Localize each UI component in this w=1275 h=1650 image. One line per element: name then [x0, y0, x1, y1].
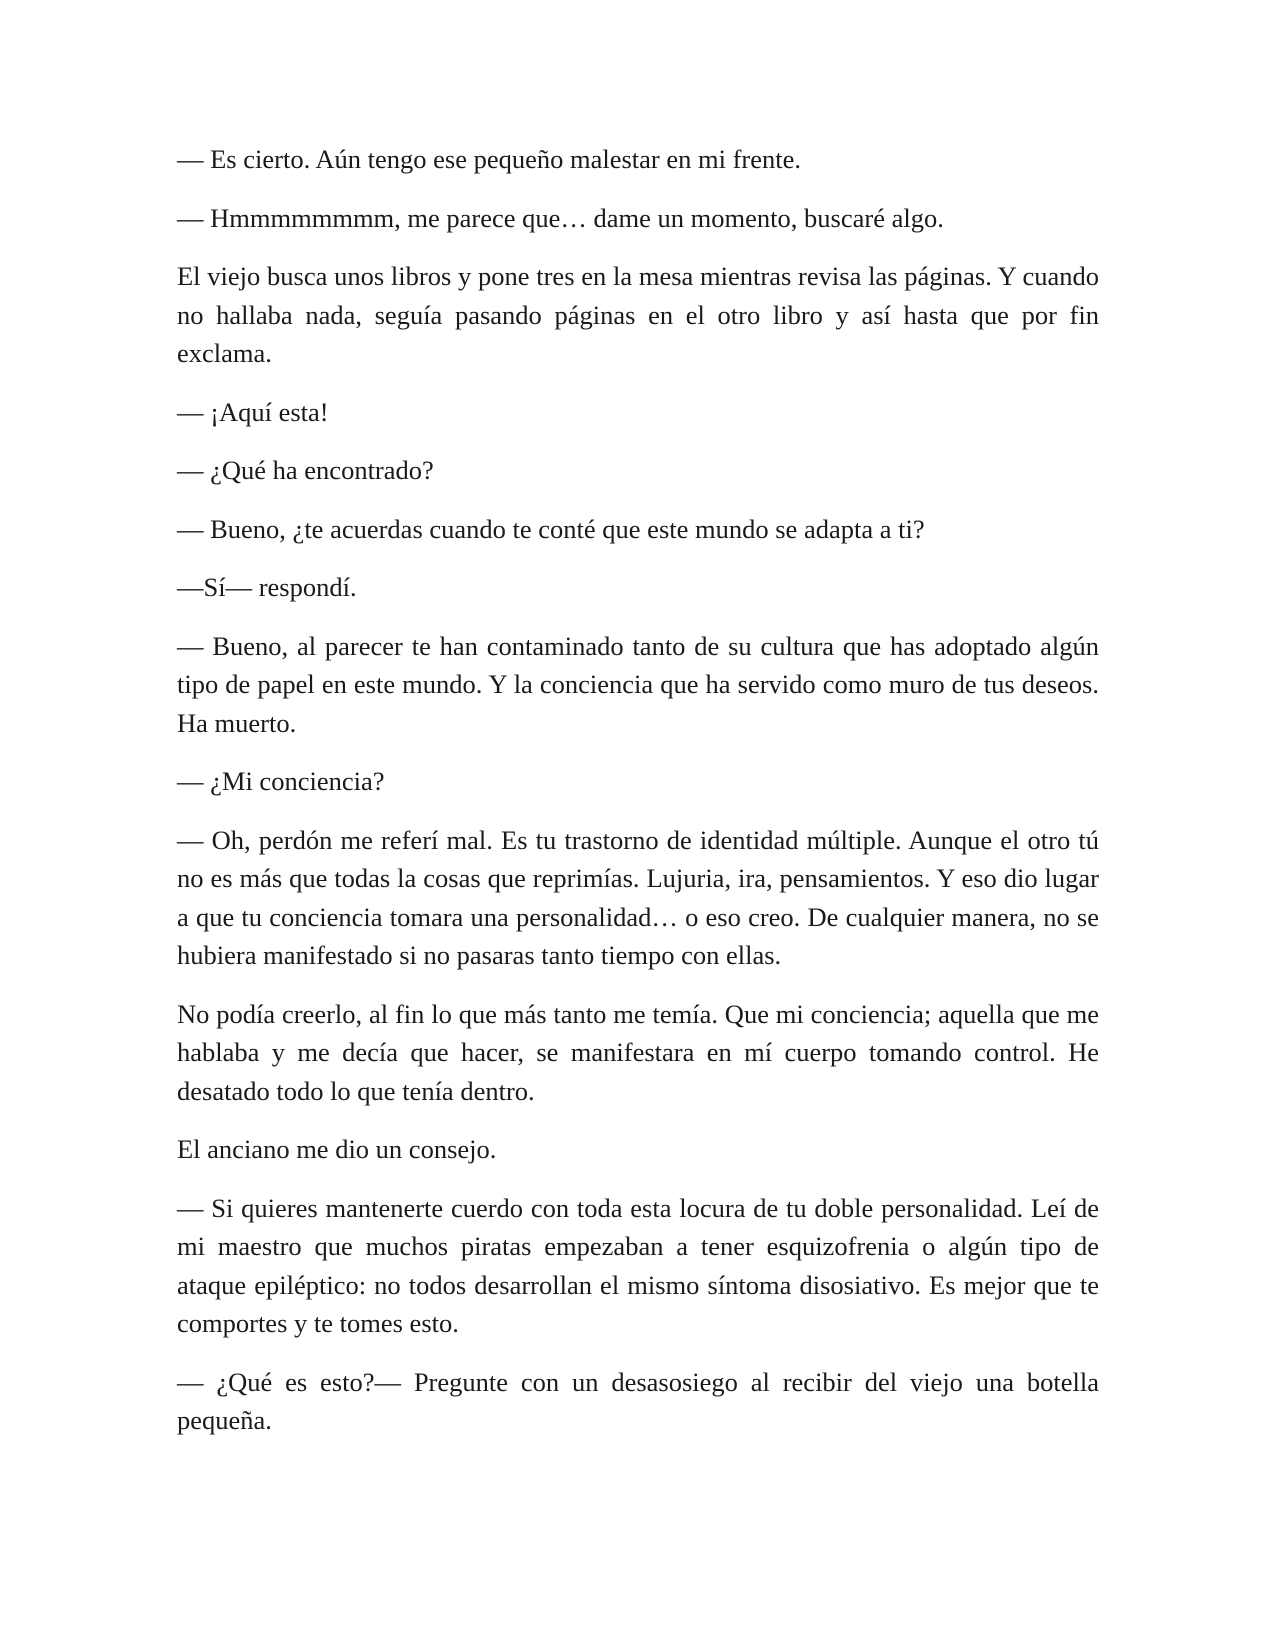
document-page — [177, 140, 1099, 1460]
paragraph-14: — ¿Qué es esto?— Pregunte con un desasosiego al recibir del viejo una botella pequeña. — [177, 1366, 1099, 1435]
paragraph-2: — Hmmmmmmmm, me parece que… dame un momento, buscaré algo. — [177, 202, 944, 233]
paragraph-3: El viejo busca unos libros y pone tres en la mesa mientras revisa las páginas. Y cuando no hallaba nada, seguía pasando páginas en el otro libro y así hasta que por fin exclama. — [177, 261, 1099, 368]
paragraph-8: — Bueno, al parecer te han contaminado tanto de su cultura que has adoptado algún tipo de papel en este mundo. Y la conciencia que ha servido como muro de tus deseos. Ha muerto. — [177, 630, 1099, 738]
paragraph-11: No podía creerlo, al fin lo que más tanto me temía. Que mi conciencia; aquella que me hablaba y me decía que hacer, se manifestara en mí cuerpo tomando control. He desatado todo lo que tenía dentro. — [177, 998, 1099, 1106]
paragraph-6: — Bueno, ¿te acuerdas cuando te conté que este mundo se adapta a ti? — [177, 513, 925, 544]
paragraph-9: — ¿Mi conciencia? — [177, 766, 385, 796]
paragraph-12: El anciano me dio un consejo. — [177, 1134, 497, 1164]
paragraph-13: — Si quieres mantenerte cuerdo con toda esta locura de tu doble personalidad. Leí de mi maestro que muchos piratas empezaban a tener esquizofrenia o algún tipo de ataque epiléptico: no todos desarrollan el mismo síntoma disosiativo. Es mejor que te comportes y te tomes esto. — [177, 1192, 1099, 1338]
paragraph-4: — ¡Aquí esta! — [177, 396, 329, 427]
paragraph-1: — Es cierto. Aún tengo ese pequeño malestar en mi frente. — [177, 144, 802, 174]
paragraph-7: —Sí— respondí. — [177, 572, 357, 602]
paragraph-10: — Oh, perdón me referí mal. Es tu trastorno de identidad múltiple. Aunque el otro tú no es más que todas la cosas que reprimías. Lujuria, ira, pensamientos. Y eso dio lugar a que tu conciencia tomara una personalidad… o eso creo. De cualquier manera, no se hubiera manifestado si no pasaras tanto tiempo con ellas. — [177, 824, 1099, 970]
paragraph-5: — ¿Qué ha encontrado? — [177, 455, 434, 485]
